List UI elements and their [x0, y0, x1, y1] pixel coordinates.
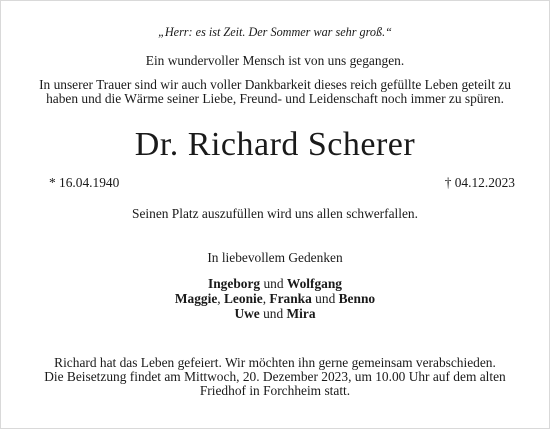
family-name: Mira	[286, 306, 316, 321]
memory-phrase: In liebevollem Gedenken	[207, 250, 343, 265]
farewell-line-1: Richard hat das Leben gefeiert. Wir möchten ihn gerne gemeinsam verabschieden.	[54, 355, 496, 370]
family-name: Uwe	[234, 306, 260, 321]
family-name: Wolfgang	[286, 276, 342, 291]
conjunction: und	[263, 276, 284, 291]
separator: ,	[217, 291, 224, 306]
family-name: Maggie	[174, 291, 218, 306]
funeral-announcement	[1, 356, 549, 398]
intro-sentence: Ein wundervoller Mensch ist von uns gegangen.	[145, 53, 405, 68]
family-name: Ingeborg	[208, 276, 261, 291]
gratitude-line-1: In unserer Trauer sind wir auch voller Dankbarkeit dieses reich gefüllte Leben geteilt zu	[39, 77, 511, 92]
separator: ,	[262, 291, 270, 306]
family-names	[1, 276, 549, 321]
gratitude-paragraph	[1, 78, 549, 106]
conjunction: und	[263, 306, 284, 321]
family-name: Leonie	[224, 291, 263, 306]
family-row-1	[1, 276, 549, 291]
deceased-name: Dr. Richard Scherer	[134, 126, 416, 163]
place-sentence: Seinen Platz auszufüllen wird uns allen schwerfallen.	[132, 206, 418, 221]
farewell-line-2: Die Beisetzung findet am Mittwoch, 20. Dezember 2023, um 10.00 Uhr auf dem alten	[44, 369, 506, 384]
gratitude-line-2: haben und die Wärme seiner Liebe, Freund- und Leidenschaft noch immer zu spüren.	[46, 91, 504, 106]
family-row-2	[1, 291, 549, 306]
death-date: † 04.12.2023	[444, 175, 515, 190]
family-name: Benno	[338, 291, 376, 306]
family-name: Franka	[269, 291, 312, 306]
birth-date: * 16.04.1940	[49, 175, 120, 190]
farewell-line-3: Friedhof in Forchheim statt.	[199, 383, 351, 398]
family-row-3	[1, 306, 549, 321]
motto-quote: „Herr: es ist Zeit. Der Sommer war sehr groß.“	[158, 25, 392, 39]
conjunction: und	[315, 291, 336, 306]
